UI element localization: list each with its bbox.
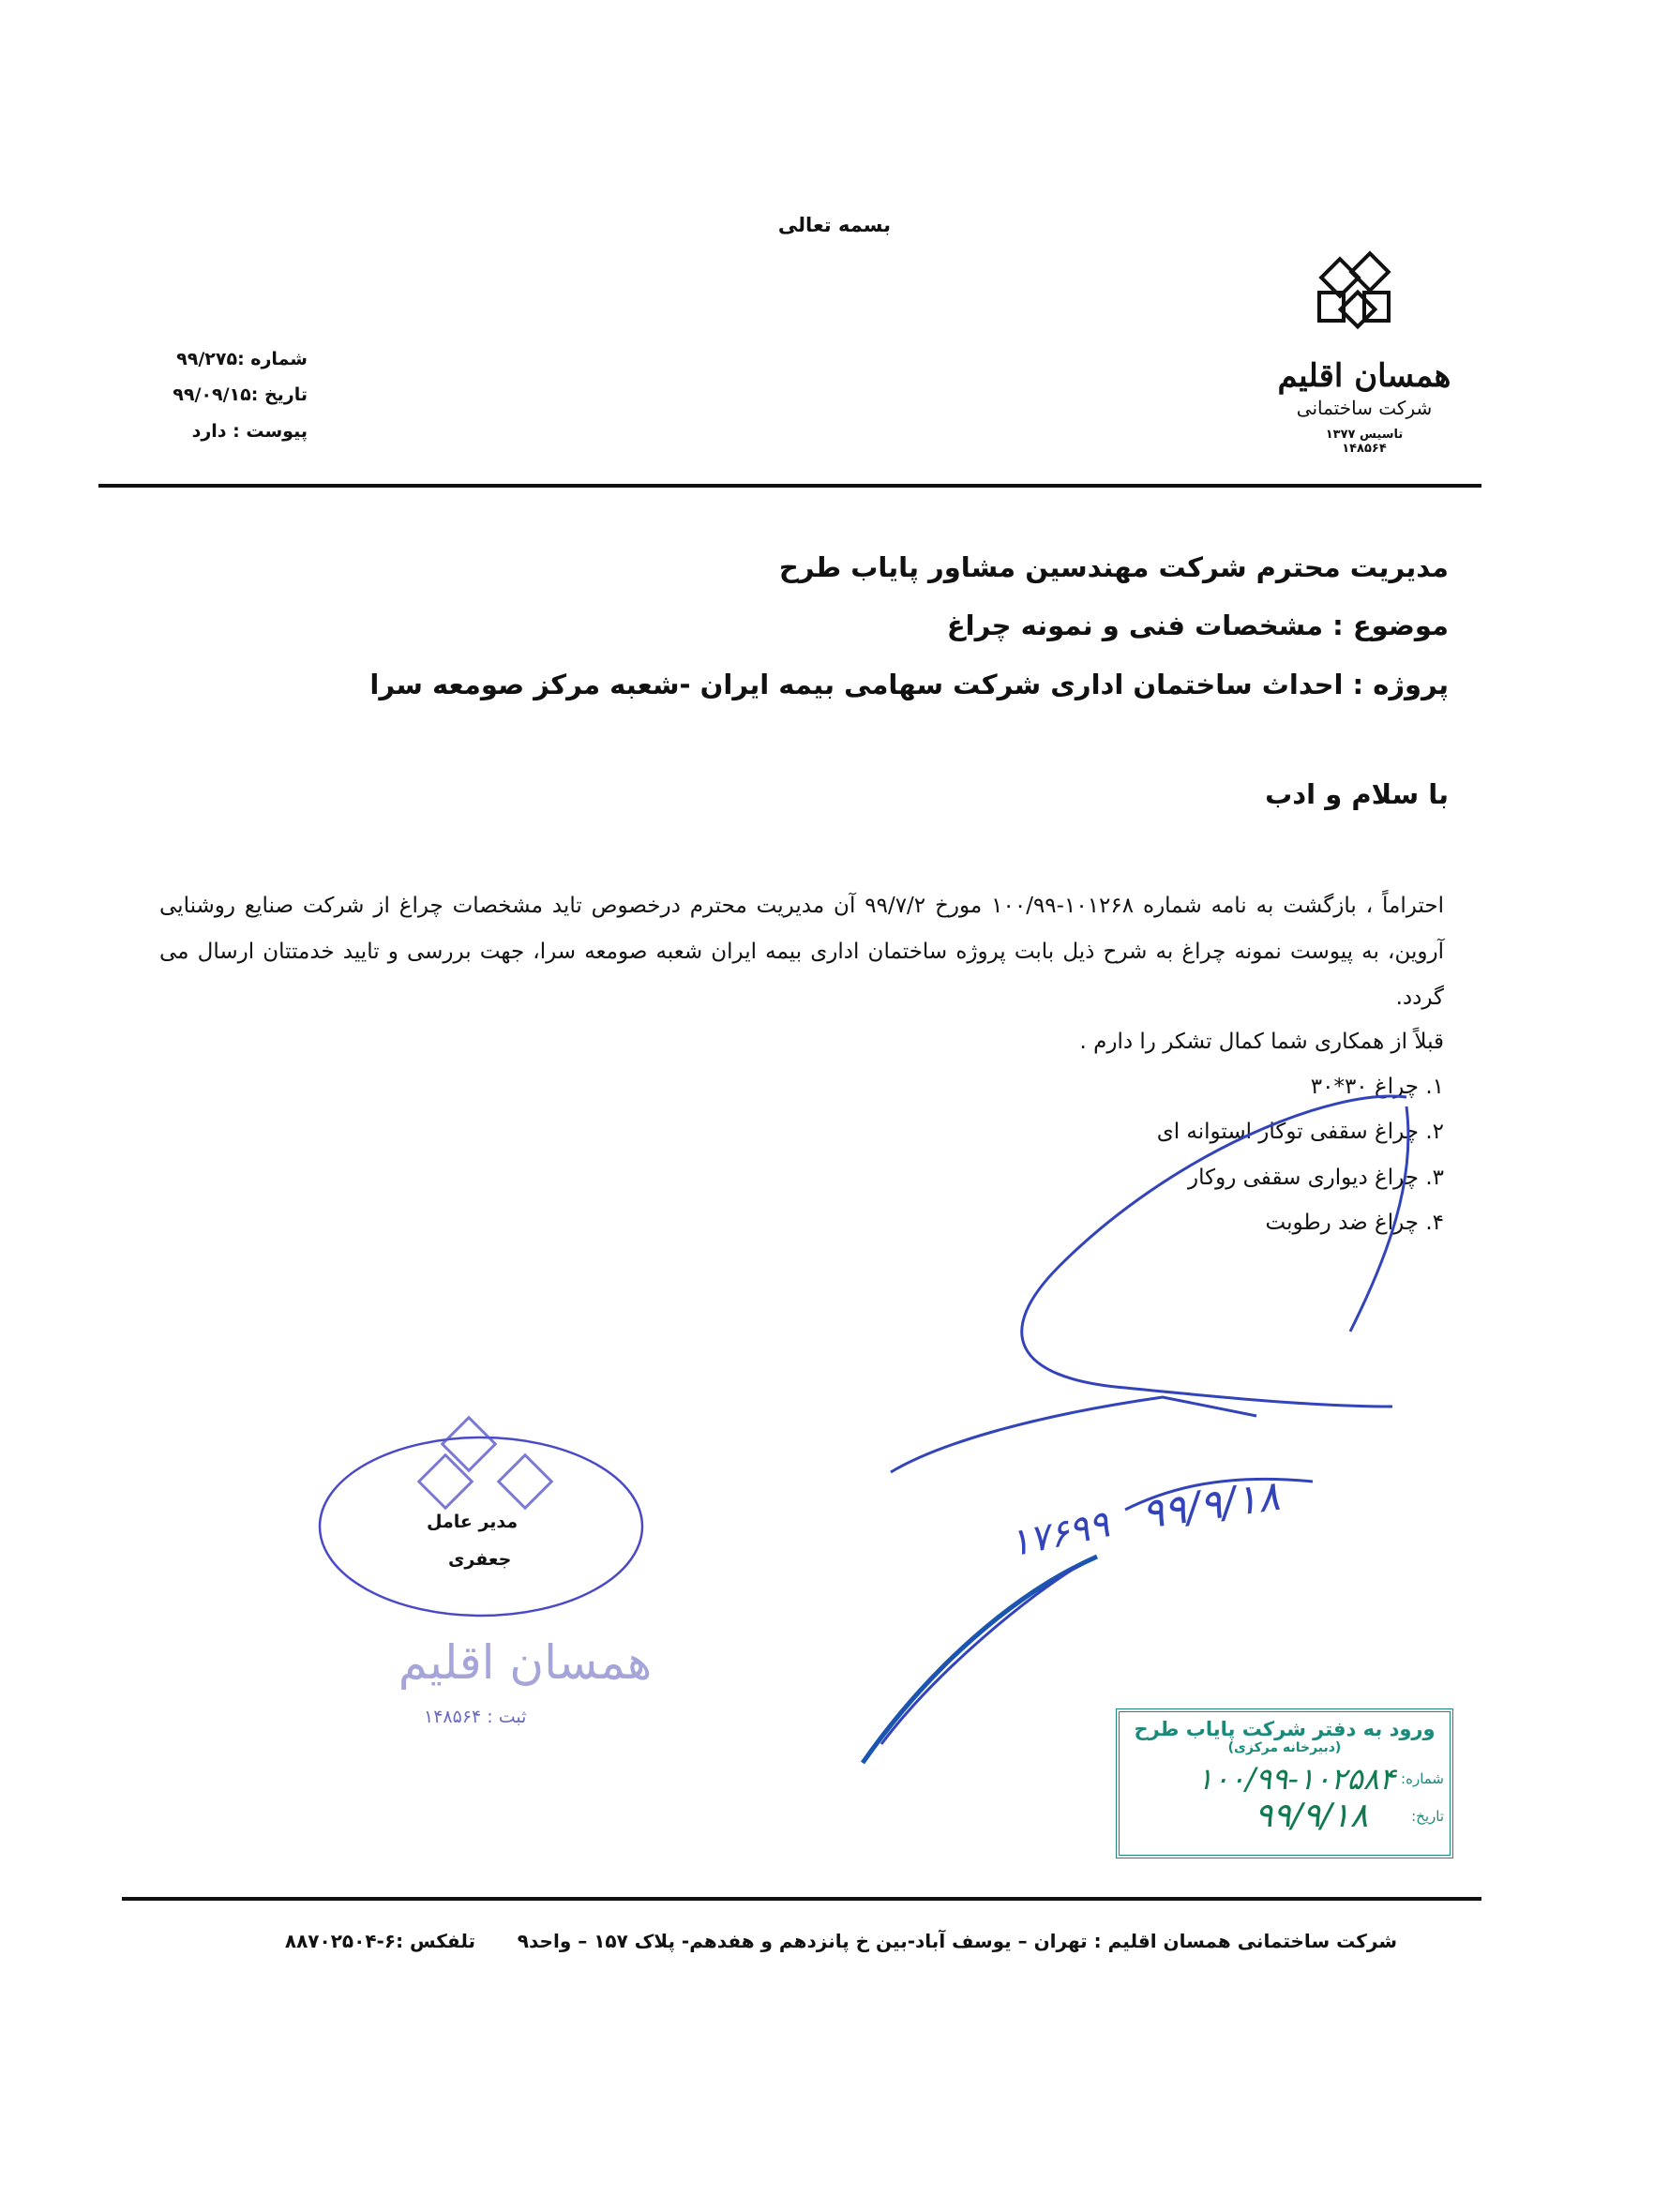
list-item: ۳. چراغ دیواری سقفی روکار [1188,1166,1444,1190]
footer-address: شرکت ساختمانی همسان اقلیم : تهران – یوسف آباد-بین خ پانزدهم و هفدهم- پلاک ۱۵۷ – واحد۹ [517,1930,1397,1952]
list-item: ۴. چراغ ضد رطوبت [1265,1211,1444,1235]
list-item: ۲. چراغ سقفی توکار استوانه ای [1156,1120,1444,1144]
stamp-title: ورود به دفتر شرکت پایاب طرح [1134,1718,1436,1740]
stamp-subtitle: (دبیرخانه مرکزی) [1227,1740,1342,1755]
letter-date: تاریخ :۹۹/۰۹/۱۵ [173,384,308,405]
signatory-title: مدیر عامل [427,1512,519,1532]
handwritten-date: ۹۹/۹/۱۸ [1138,1471,1283,1539]
signatory-name: جعفری [448,1549,512,1570]
list-item: ۱. چراغ ۳۰*۳۰ [1310,1075,1444,1099]
letter-number: شماره :۹۹/۲۷۵ [176,349,308,369]
stamp-number-value: ۱۰۰/۹۹-۱۰۲۵۸۴ [1196,1761,1396,1797]
stamp-number-label: شماره: [1401,1770,1444,1787]
letter-attachment: پیوست : دارد [191,421,308,442]
received-stamp [1116,1708,1453,1858]
footer-fax: تلفکس :۶-۸۸۷۰۲۵۰۴ [284,1930,475,1952]
subject: موضوع : مشخصات فنی و نمونه چراغ [946,609,1449,641]
greeting: با سلام و ادب [1265,778,1449,810]
recipient: مدیریت محترم شرکت مهندسین مشاور پایاب طرح [778,551,1449,583]
svg-text:همسان اقلیم: همسان اقلیم [1277,357,1451,395]
logo-reg: ۱۴۸۵۶۴ [1342,442,1387,456]
logo-founded: تاسیس ۱۳۷۷ [1325,428,1404,442]
handwritten-number: ۱۷۶۹۹ [1005,1502,1114,1566]
seal-name: همسان اقلیم [398,1635,653,1690]
stamp-date-value: ۹۹/۹/۱۸ [1255,1797,1369,1835]
basmala-heading: بسمه تعالی [777,214,892,236]
letter-body: احتراماً ، بازگشت به نامه شماره ۱۰۱۲۶۸-۱۰۰/۹۹ مورخ ۹۹/۷/۲ آن مدیریت محترم درخصوص تاید مشخصات چراغ از شرکت صنایع روشنایی آروین، به پیوست نمونه چراغ به شرح ذیل بابت پروژه ساختمان اداری بیمه ایران شعبه صومعه سرا، جهت بررسی و تایید خدمتتان ارسال می گردد. [159,894,1445,1010]
stamp-date-label: تاریخ: [1411,1807,1444,1825]
seal-reg-number: ثبت : ۱۴۸۵۶۴ [424,1707,527,1727]
footer-divider [122,1897,1481,1901]
project: پروژه : احداث ساختمان اداری شرکت سهامی بیمه ایران -شعبه مرکز صومعه سرا [369,669,1449,700]
svg-text:شرکت ساختمانی: شرکت ساختمانی [1296,397,1433,419]
thanks-line: قبلاً از همکاری شما کمال تشکر را دارم . [1079,1030,1444,1054]
